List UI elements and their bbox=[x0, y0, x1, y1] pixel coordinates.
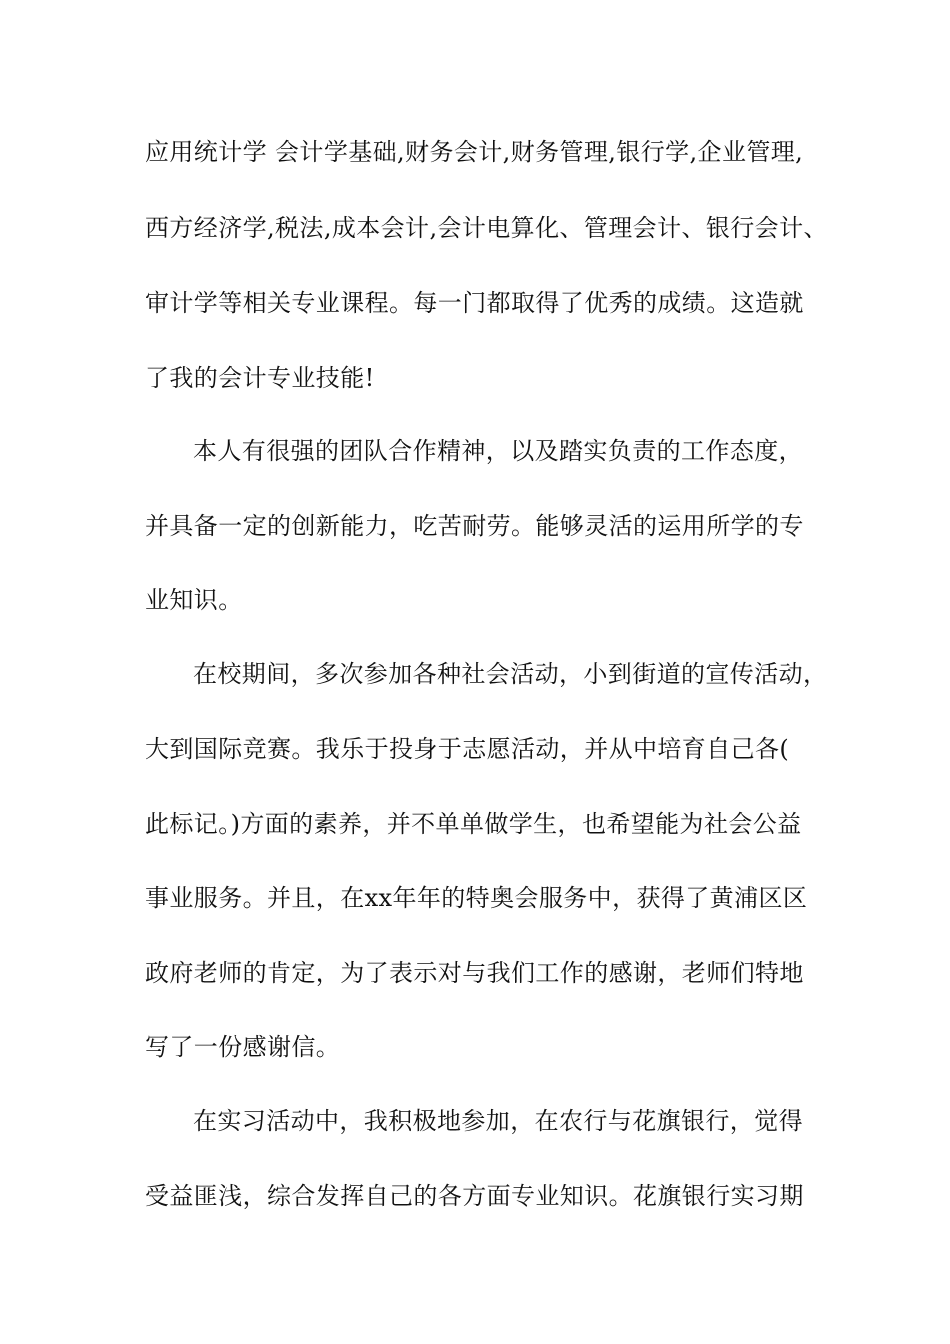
text-line: 写了一份感谢信。 bbox=[145, 1033, 341, 1061]
text-line: 业知识。 bbox=[145, 586, 243, 614]
text-line: 审计学等相关专业课程。每一门都取得了优秀的成绩。这造就 bbox=[145, 289, 804, 317]
text-line: 并具备一定的创新能力，吃苦耐劳。能够灵活的运用所学的专 bbox=[145, 512, 804, 540]
text-line: 大到国际竞赛。我乐于投身于志愿活动，并从中培育自己各( bbox=[145, 735, 790, 763]
text-line: 政府老师的肯定，为了表示对与我们工作的感谢，老师们特地 bbox=[145, 959, 804, 987]
paragraph-first-line: 本人有很强的团队合作精神，以及踏实负责的工作态度， bbox=[193, 437, 803, 465]
paragraph-first-line: 在校期间，多次参加各种社会活动，小到街道的宣传活动， bbox=[193, 660, 828, 688]
paragraph-first-line: 在实习活动中，我积极地参加，在农行与花旗银行，觉得 bbox=[193, 1107, 803, 1135]
text-line: 了我的会计专业技能! bbox=[145, 364, 375, 392]
text-line: 事业服务。并且，在xx年年的特奥会服务中，获得了黄浦区区 bbox=[145, 884, 808, 912]
text-line: 西方经济学,税法,成本会计,会计电算化、管理会计、银行会计、 bbox=[145, 214, 828, 242]
text-line: 此标记。)方面的素养，并不单单做学生，也希望能为社会公益 bbox=[145, 810, 802, 838]
text-line: 应用统计学 会计学基础,财务会计,财务管理,银行学,企业管理, bbox=[145, 138, 804, 166]
text-line: 受益匪浅，综合发挥自己的各方面专业知识。花旗银行实习期 bbox=[145, 1182, 804, 1210]
